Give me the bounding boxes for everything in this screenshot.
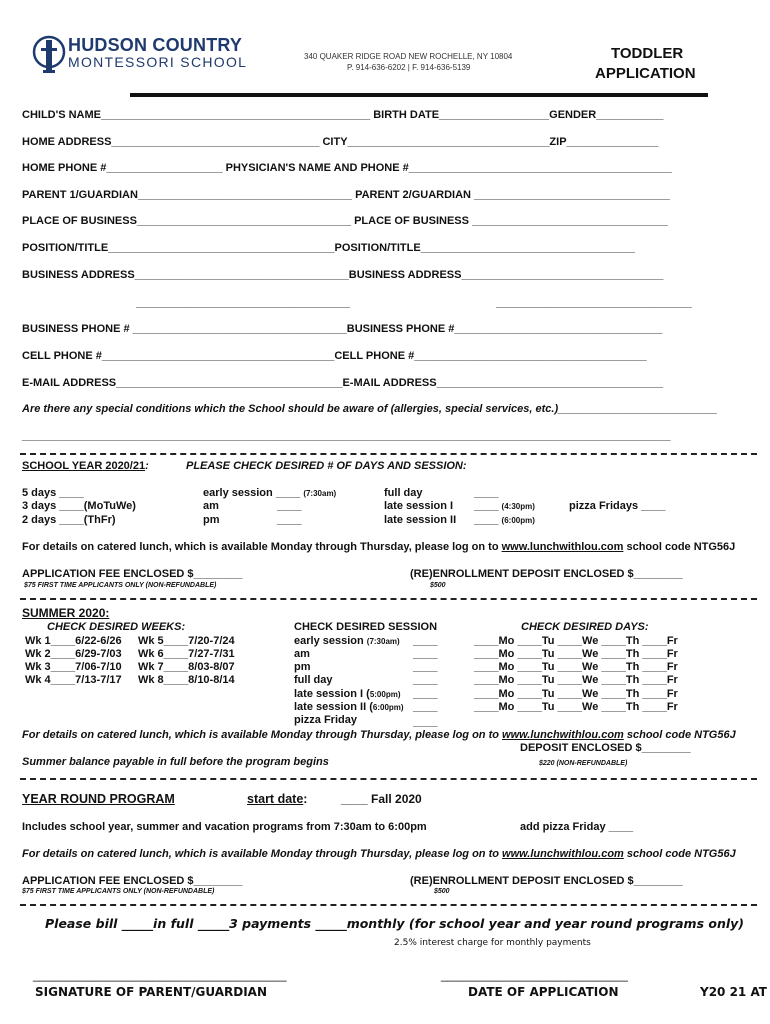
school-year-title: SCHOOL YEAR 2020/21 [22,460,146,472]
school-address: 340 QUAKER RIDGE ROAD NEW ROCHELLE, NY 10804 [304,52,513,61]
lunch-note-code: school code NTG56J [623,729,736,741]
session-late2-blank[interactable] [474,514,535,526]
summer-session-pizza: pizza Friday [294,714,357,726]
summer-session-early [294,635,400,647]
start-date-colon: : [303,792,308,806]
form-code: Y20 21 AT [700,985,767,999]
section-divider [20,778,757,780]
session-early-label: early session ____ [203,487,301,499]
lunch-note-code: school code NTG56J [623,541,736,553]
year-round-pizza[interactable]: add pizza Friday ____ [520,821,634,833]
summer-session-early-note: (7:30am) [366,637,400,646]
summer-days-heading: CHECK DESIRED DAYS: [521,621,649,633]
school-year-deposit-note: $500 [430,582,446,589]
field-business-address-line2-right[interactable]: ________________________________ [496,297,692,309]
days-option-5[interactable]: 5 days ____ [22,487,84,499]
summer-days-row-1[interactable]: ____Mo ____Tu ____We ____Th ____Fr [474,635,678,647]
field-special-conditions-line2[interactable]: __________________________________________________________________________________________________________ [22,430,671,442]
lunch-link[interactable]: www.lunchwithlou.com [502,729,624,741]
field-business[interactable]: PLACE OF BUSINESS___________________________________ PLACE OF BUSINESS ________________________________ [22,215,668,227]
school-phone: P. 914-636-6202 | F. 914-636-5139 [347,63,471,72]
form-title-line1: TODDLER [611,45,684,62]
session-late2-label: late session II [384,514,457,526]
year-round-deposit-note: $500 [434,888,450,895]
lunch-note-text: For details on catered lunch, which is available Monday through Thursday, please log on to [22,848,503,860]
logo-line1: HUDSON COUNTRY [68,35,243,55]
session-late1-label: late session I [384,500,454,512]
summer-days-row-6[interactable]: ____Mo ____Tu ____We ____Th ____Fr [474,701,678,713]
field-business-address[interactable]: BUSINESS ADDRESS___________________________________BUSINESS ADDRESS_________________________________ [22,269,664,281]
summer-week-2[interactable]: Wk 2____6/29-7/03 [25,648,122,660]
session-late1-blank[interactable] [474,500,535,512]
summer-session-full-blank[interactable]: ____ [413,674,438,686]
summer-lunch-note [22,729,736,741]
summer-days-row-5[interactable]: ____Mo ____Tu ____We ____Th ____Fr [474,688,678,700]
session-am-blank[interactable]: ____ [277,500,302,512]
school-year-lunch-note [22,541,735,553]
session-late2-note: (6:00pm) [501,516,535,525]
summer-days-row-2[interactable]: ____Mo ____Tu ____We ____Th ____Fr [474,648,678,660]
summer-session-am: am [294,648,310,660]
summer-session-late1 [294,688,401,700]
field-email[interactable]: E-MAIL ADDRESS_____________________________________E-MAIL ADDRESS_____________________________________ [22,377,663,389]
date-line[interactable]: ____________________________ [441,968,628,982]
year-round-includes: Includes school year, summer and vacation programs from 7:30am to 6:00pm [22,821,427,833]
summer-session-late1-label: late session I ( [294,688,370,700]
field-special-conditions[interactable]: Are there any special conditions which the School should be aware of (allergies, special services, etc.)__________________________ [22,403,718,415]
summer-balance-note: Summer balance payable in full before the program begins [22,756,329,768]
year-round-lunch-note [22,848,736,860]
summer-session-am-blank[interactable]: ____ [413,648,438,660]
school-crest-icon [32,34,66,74]
field-parent[interactable]: PARENT 1/GUARDIAN___________________________________ PARENT 2/GUARDIAN ________________________________ [22,189,670,201]
summer-session-early-blank[interactable]: ____ [413,635,438,647]
school-year-heading [22,460,149,472]
field-business-address-line2-left[interactable]: ___________________________________ [136,297,351,309]
lunch-note-text: For details on catered lunch, which is available Monday through Thursday, please log on to [22,541,502,553]
summer-days-row-4[interactable]: ____Mo ____Tu ____We ____Th ____Fr [474,674,678,686]
date-label: DATE OF APPLICATION [468,985,619,999]
summer-week-7[interactable]: Wk 7____8/03-8/07 [138,661,235,673]
interest-note: 2.5% interest charge for monthly payments [394,938,591,948]
summer-deposit[interactable]: DEPOSIT ENCLOSED $________ [520,742,691,754]
school-year-deposit[interactable]: (RE)ENROLLMENT DEPOSIT ENCLOSED $________ [410,568,683,580]
summer-week-1[interactable]: Wk 1____6/22-6/26 [25,635,122,647]
logo-line2: MONTESSORI SCHOOL [68,54,248,70]
summer-session-pizza-blank[interactable]: ____ [413,716,438,728]
summer-week-4[interactable]: Wk 4____7/13-7/17 [25,674,122,686]
signature-line[interactable]: ______________________________________ [33,968,287,982]
school-year-colon: : [145,460,149,472]
session-early[interactable] [203,487,336,499]
lunch-link[interactable]: www.lunchwithlou.com [501,541,624,553]
summer-session-late2-blank[interactable]: ____ [413,701,438,713]
year-round-deposit[interactable]: (RE)ENROLLMENT DEPOSIT ENCLOSED $________ [410,875,683,887]
days-option-2[interactable]: 2 days ____(ThFr) [22,514,116,526]
signature-label: SIGNATURE OF PARENT/GUARDIAN [35,985,268,999]
field-home-address[interactable]: HOME ADDRESS__________________________________ CITY_________________________________ZIP_______________ [22,136,659,148]
summer-days-row-3[interactable]: ____Mo ____Tu ____We ____Th ____Fr [474,661,678,673]
summer-session-late2-label: late session II ( [294,701,373,713]
summer-week-6[interactable]: Wk 6____7/27-7/31 [138,648,235,660]
summer-week-8[interactable]: Wk 8____8/10-8/14 [138,674,235,686]
session-pm-blank[interactable]: ____ [277,514,302,526]
session-full-day-label: full day [384,487,423,499]
school-logo [32,34,248,74]
summer-session-pm: pm [294,661,311,673]
days-option-3[interactable]: 3 days ____(MoTuWe) [22,500,136,512]
pizza-fridays[interactable]: pizza Fridays ____ [569,500,666,512]
section-divider [20,453,757,455]
session-late1-note: (4:30pm) [501,502,535,511]
session-pm-label: pm [203,514,220,526]
billing-options[interactable]: Please bill _____in full _____3 payments _____monthly (for school year and year round programs only) [45,916,745,931]
start-date-fall-2020[interactable]: ____ Fall 2020 [341,792,422,806]
field-child-name[interactable]: CHILD'S NAME____________________________________________ BIRTH DATE__________________GENDER___________ [22,109,664,121]
lunch-link[interactable]: www.lunchwithlou.com [502,848,624,860]
field-business-phone[interactable]: BUSINESS PHONE # ___________________________________BUSINESS PHONE #__________________________________ [22,323,663,335]
summer-session-full: full day [294,674,333,686]
lunch-note-code: school code NTG56J [623,848,736,860]
summer-heading: SUMMER 2020: [22,606,110,620]
summer-weeks-heading: CHECK DESIRED WEEKS: [47,621,186,633]
summer-session-pm-blank[interactable]: ____ [413,661,438,673]
summer-week-3[interactable]: Wk 3____7/06-7/10 [25,661,122,673]
header-rule [130,93,708,97]
summer-session-late1-note: 5:00pm) [369,690,401,699]
summer-session-late2-note: 6:00pm) [372,703,404,712]
session-late2-line: ____ [474,514,499,526]
lunch-note-text: For details on catered lunch, which is available Monday through Thursday, please log on to [22,729,503,741]
field-cell-phone[interactable]: CELL PHONE #______________________________________CELL PHONE #______________________________________ [22,350,647,362]
field-position[interactable]: POSITION/TITLE_____________________________________POSITION/TITLE___________________________________ [22,242,635,254]
session-full-day-blank[interactable]: ____ [474,487,499,499]
start-date-text: start date [247,792,304,806]
session-early-note: (7:30am) [303,489,337,498]
school-year-app-fee[interactable]: APPLICATION FEE ENCLOSED $________ [22,568,243,580]
section-divider [20,904,757,906]
school-year-instruction: PLEASE CHECK DESIRED # OF DAYS AND SESSION: [186,460,467,472]
year-round-app-fee-note: $75 FIRST TIME APPLICANTS ONLY (NON-REFUNDABLE) [22,888,215,895]
start-date-label [247,792,307,806]
summer-session-late1-blank[interactable]: ____ [413,688,438,700]
summer-week-5[interactable]: Wk 5____7/20-7/24 [138,635,235,647]
year-round-heading: YEAR ROUND PROGRAM [22,792,175,806]
session-am-label: am [203,500,219,512]
summer-session-heading: CHECK DESIRED SESSION [294,621,438,633]
session-late1-line: ____ [474,500,499,512]
school-year-app-fee-note: $75 FIRST TIME APPLICANTS ONLY (NON-REFUNDABLE) [24,582,217,589]
year-round-app-fee[interactable]: APPLICATION FEE ENCLOSED $________ [22,875,243,887]
summer-session-late2 [294,701,404,713]
field-home-phone[interactable]: HOME PHONE #___________________ PHYSICIAN'S NAME AND PHONE #___________________________________________ [22,162,672,174]
section-divider [20,598,757,600]
summer-deposit-note: $220 (NON-REFUNDABLE) [539,760,628,767]
form-title-line2: APPLICATION [595,65,696,82]
summer-session-early-label: early session [294,635,364,647]
